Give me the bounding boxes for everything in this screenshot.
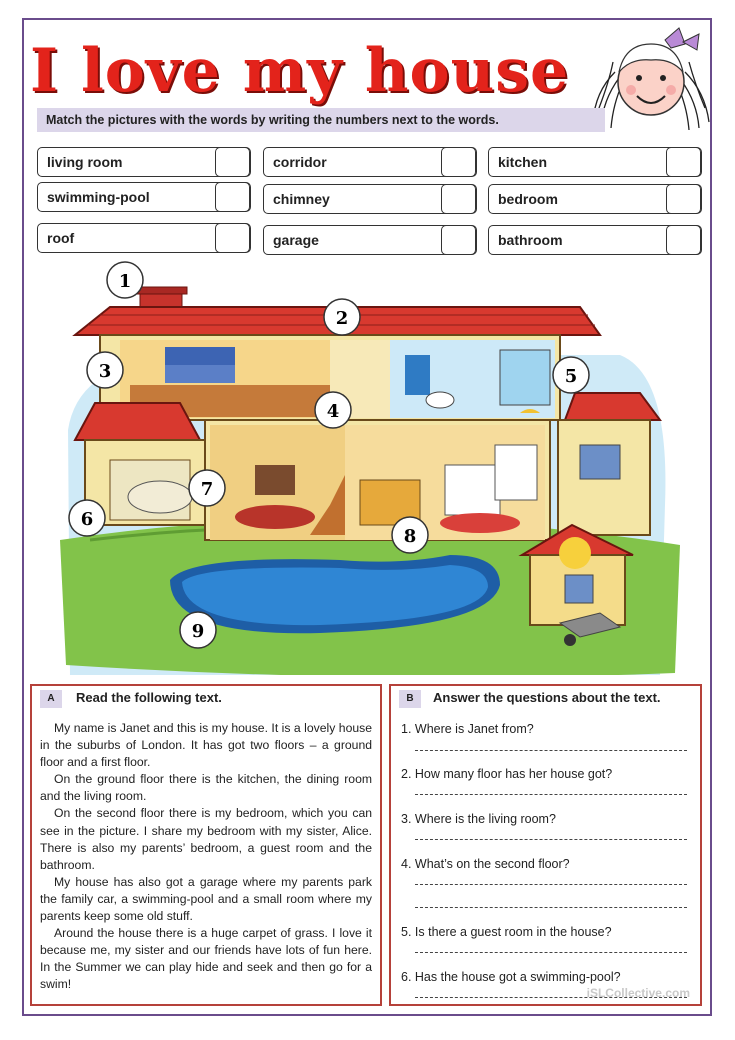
answer-slot[interactable] — [441, 225, 476, 255]
marker-number: 4 — [326, 401, 340, 422]
word-box-living-room — [37, 147, 251, 177]
marker-number: 9 — [191, 621, 205, 642]
answer-slot[interactable] — [215, 147, 250, 177]
word-box-chimney — [263, 184, 477, 214]
answer-line[interactable] — [415, 884, 687, 885]
questions-panel — [389, 684, 702, 1006]
word-box-garage — [263, 225, 477, 255]
reading-paragraph: On the ground floor there is the kitchen, the dining room and the living room. — [40, 772, 372, 804]
section-tag: A — [40, 690, 62, 708]
answer-slot[interactable] — [215, 223, 250, 253]
word-box-corridor — [263, 147, 477, 177]
word-label: chimney — [273, 191, 330, 207]
picture-marker-2[interactable] — [324, 299, 360, 335]
question-1: 1. Where is Janet from? — [401, 722, 534, 736]
picture-marker-4[interactable] — [315, 392, 351, 428]
marker-number: 7 — [200, 479, 214, 500]
reading-paragraph: My house has also got a garage where my parents park the family car, a swimming-pool and a small room where my parents keep some old stuff. — [40, 874, 372, 924]
picture-marker-9[interactable] — [180, 612, 216, 648]
question-5: 5. Is there a guest room in the house? — [401, 925, 612, 939]
marker-number: 5 — [564, 366, 578, 387]
answer-slot[interactable] — [666, 184, 701, 214]
picture-marker-5[interactable] — [553, 357, 589, 393]
section-title: Read the following text. — [76, 690, 222, 705]
word-label: garage — [273, 232, 319, 248]
question-2: 2. How many floor has her house got? — [401, 767, 613, 781]
reading-paragraph: Around the house there is a huge carpet of grass. I love it because me, my sister and our friends have lots of fun here. In the Summer we can play hide and seek and then go for a swim! — [40, 926, 372, 992]
answer-slot[interactable] — [441, 147, 476, 177]
section-tag: B — [399, 690, 421, 708]
marker-number: 3 — [98, 361, 112, 382]
marker-number: 2 — [335, 308, 349, 329]
page-title: I love my house — [30, 36, 570, 106]
picture-marker-8[interactable] — [392, 517, 428, 553]
instruction-bar: Match the pictures with the words by writing the numbers next to the words. — [37, 108, 605, 132]
answer-line[interactable] — [415, 952, 687, 953]
answer-line[interactable] — [415, 794, 687, 795]
picture-marker-1[interactable] — [107, 262, 143, 298]
word-box-bedroom — [488, 184, 702, 214]
watermark: iSLCollective.com — [586, 986, 690, 1000]
picture-marker-6[interactable] — [69, 500, 105, 536]
reading-panel — [30, 684, 382, 1006]
word-label: bedroom — [498, 191, 558, 207]
picture-marker-7[interactable] — [189, 470, 225, 506]
question-3: 3. Where is the living room? — [401, 812, 556, 826]
word-box-kitchen — [488, 147, 702, 177]
answer-line[interactable] — [415, 750, 687, 751]
word-label: swimming-pool — [47, 189, 150, 205]
word-box-bathroom — [488, 225, 702, 255]
picture-marker-3[interactable] — [87, 352, 123, 388]
question-6: 6. Has the house got a swimming-pool? — [401, 970, 621, 984]
word-label: living room — [47, 154, 123, 170]
answer-slot[interactable] — [215, 182, 250, 212]
house-illustration — [60, 255, 680, 675]
section-title: Answer the questions about the text. — [433, 690, 661, 705]
marker-number: 6 — [80, 509, 94, 530]
word-label: kitchen — [498, 154, 548, 170]
answer-slot[interactable] — [666, 147, 701, 177]
word-label: bathroom — [498, 232, 563, 248]
reading-paragraph: On the second floor there is my bedroom, which you can see in the picture. I share my bedroom with my sister, Alice. There is also my parents’ bedroom, a guest room and the bathroom. — [40, 806, 372, 872]
answer-line[interactable] — [415, 907, 687, 908]
word-label: corridor — [273, 154, 327, 170]
reading-paragraph: My name is Janet and this is my house. It is a lovely house in the suburbs of London. It has got two floors – a ground floor and a first floor. — [40, 721, 372, 770]
answer-slot[interactable] — [666, 225, 701, 255]
answer-line[interactable] — [415, 839, 687, 840]
reading-text — [40, 720, 372, 994]
question-4: 4. What’s on the second floor? — [401, 857, 570, 871]
word-box-roof — [37, 223, 251, 253]
marker-number: 8 — [403, 526, 417, 547]
word-label: roof — [47, 230, 75, 246]
marker-number: 1 — [118, 271, 132, 292]
answer-slot[interactable] — [441, 184, 476, 214]
word-box-swimming-pool — [37, 182, 251, 212]
